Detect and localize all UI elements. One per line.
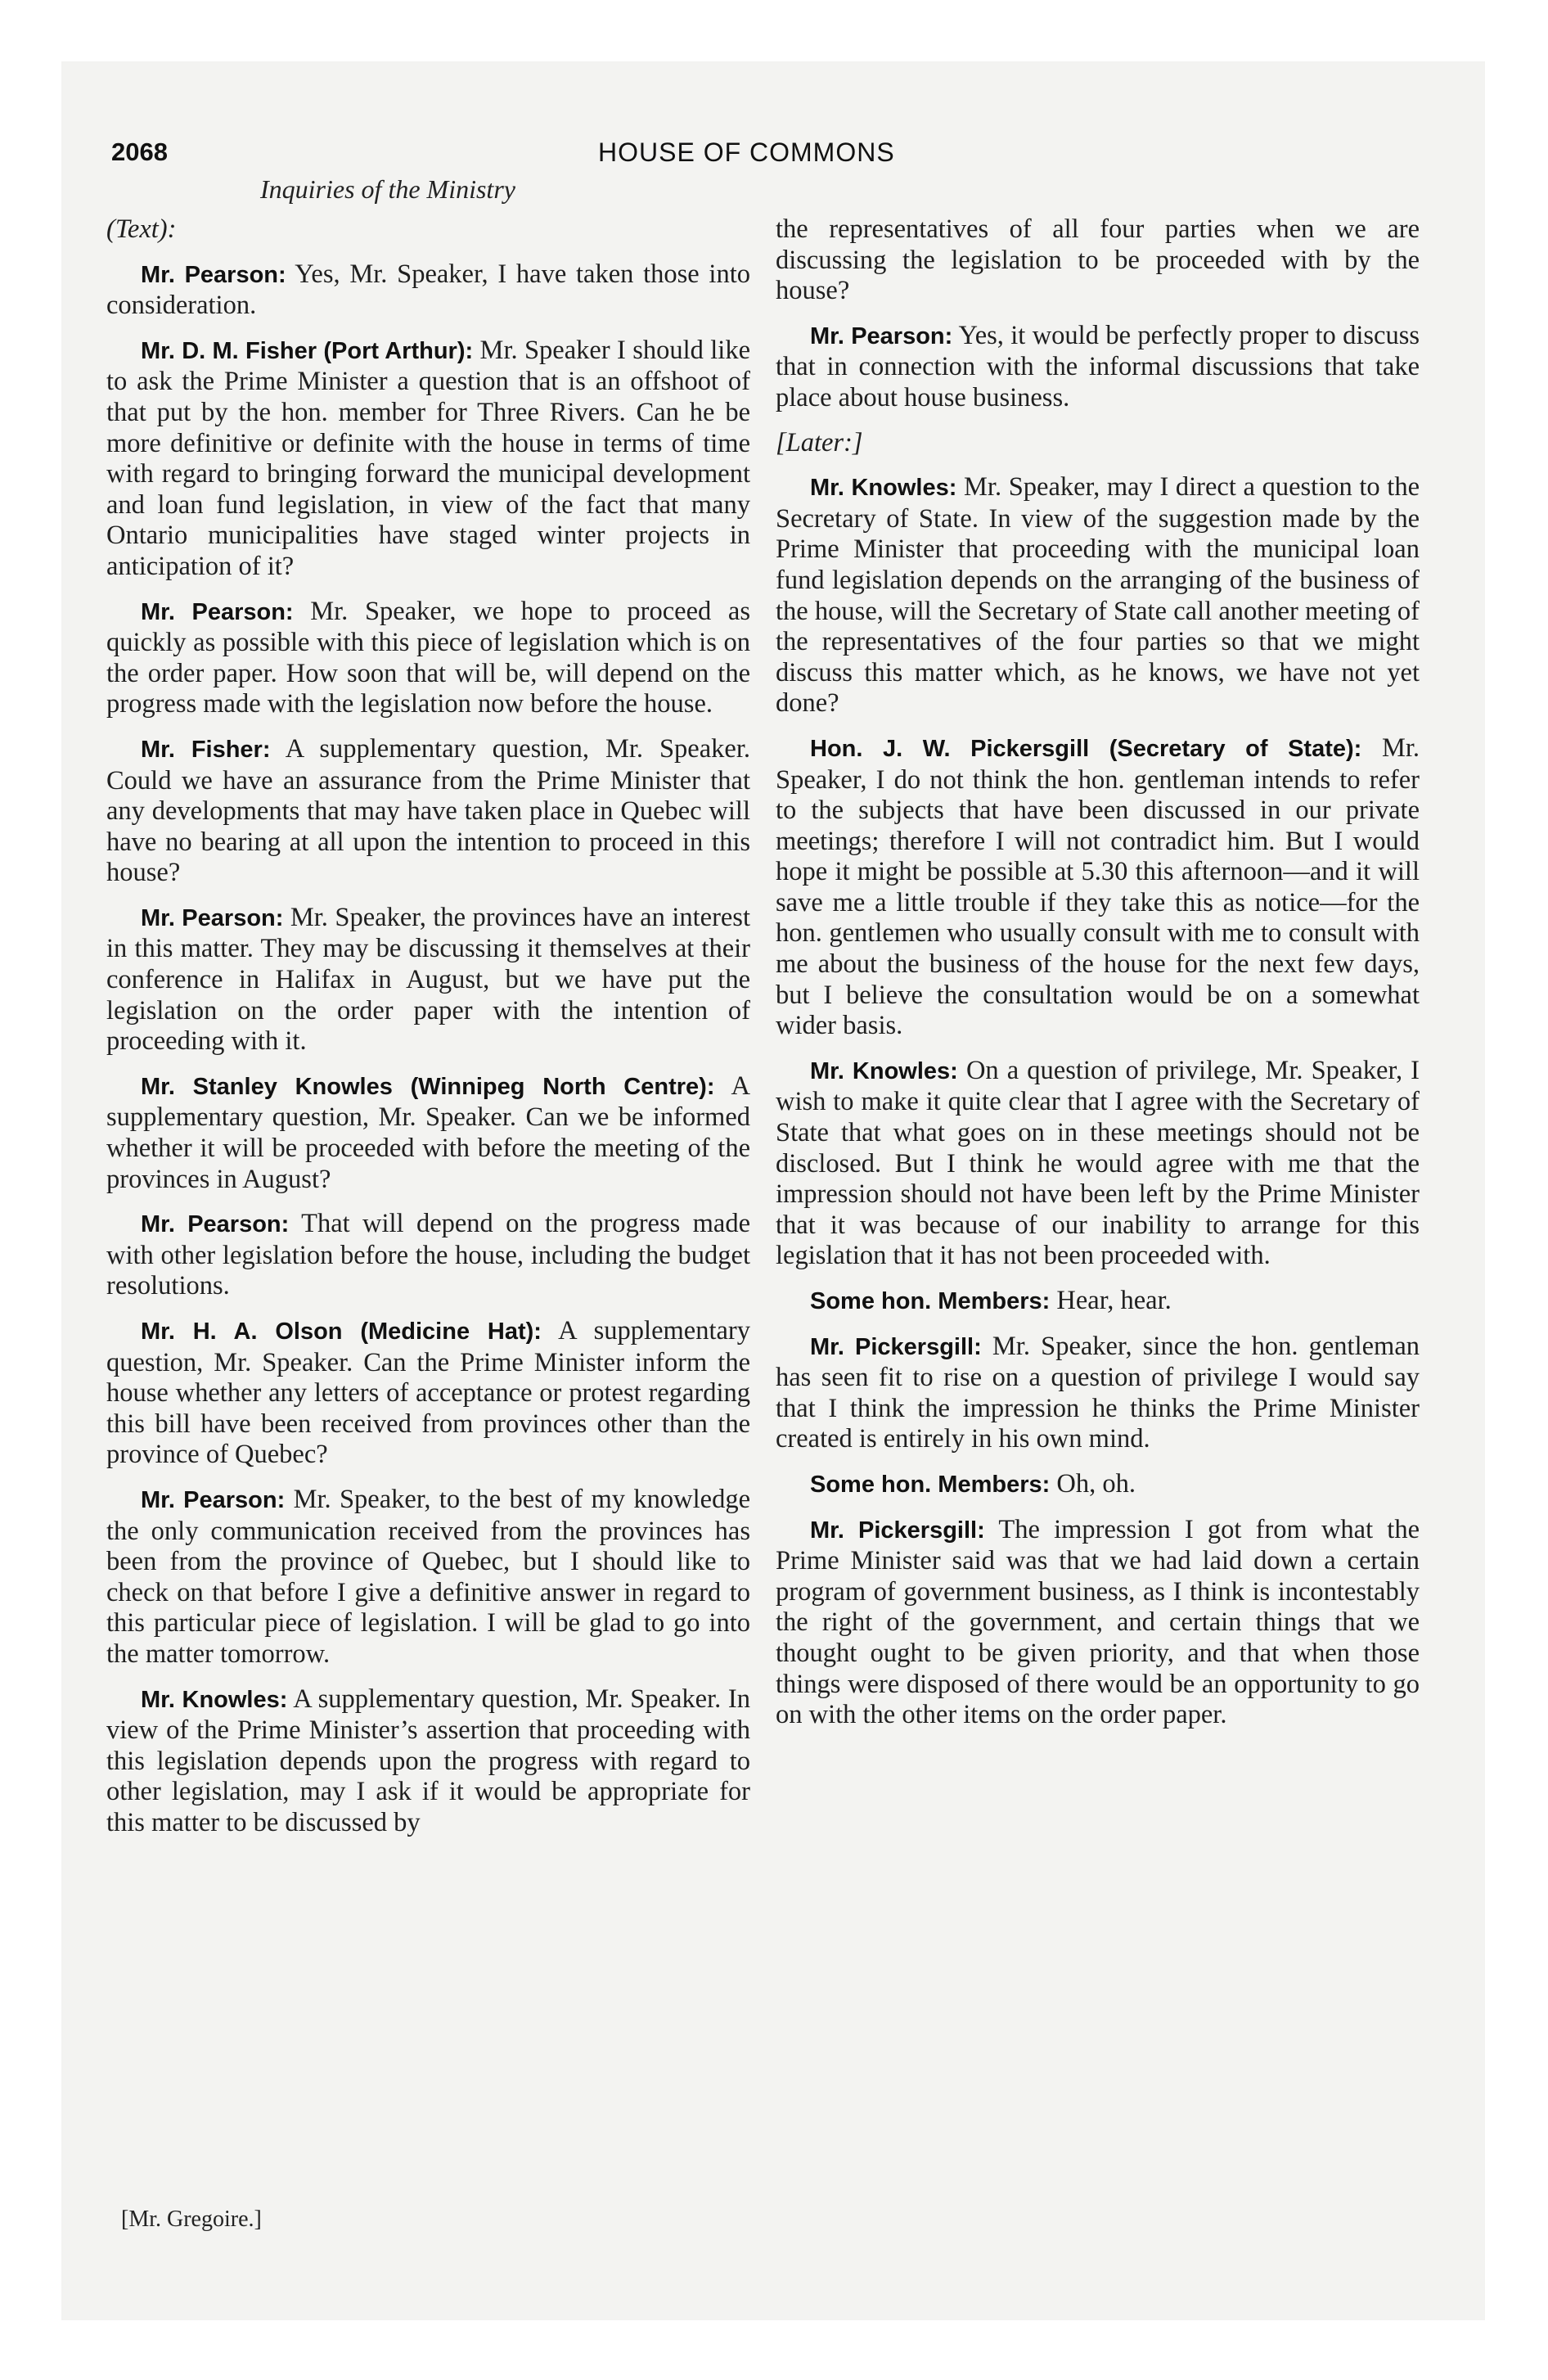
speaker-name: Mr. Pickersgill:	[810, 1333, 982, 1360]
left-column	[106, 214, 750, 1853]
continued-paragraph: the representatives of all four parties when we are discussing the legislation to be proceeded with by the house?	[776, 214, 1420, 306]
speech-text: A supplementary question, Mr. Speaker. Can we be informed whether it will be proceeded with before the meeting of the provinces in August?	[106, 1071, 750, 1194]
section-subheading: Inquiries of the Ministry	[260, 174, 515, 204]
speech-text: Mr. Speaker, may I direct a question to the Secretary of State. In view of the suggestion made by the Prime Minister that proceeding with the municipal loan fund legislation depends on the arranging of the business of the house, will the Secretary of State call another meeting of the representatives of the four parties so that we might discuss this matter which, as he knows, we have not yet done?	[776, 472, 1420, 719]
speaker-name: Mr. Knowles:	[810, 475, 957, 502]
speech-paragraph	[106, 1209, 750, 1302]
speech-paragraph	[106, 336, 750, 583]
speech-paragraph	[106, 1684, 750, 1839]
speaker-name: Mr. Pearson:	[141, 1486, 286, 1513]
speaker-name: Mr. Knowles:	[810, 1057, 958, 1084]
speech-text: Yes, it would be perfectly proper to discuss that in connection with the informal discussions that take place about house business.	[776, 320, 1420, 412]
speaker-name: Mr. H. A. Olson (Medicine Hat):	[141, 1318, 542, 1345]
speaker-name: Mr. Pearson:	[141, 904, 284, 931]
speech-text: Mr. Speaker, the provinces have an interest in this matter. They may be discussing it themselves at their conference in Halifax in August, but we have put the legislation on the order paper with the intention of proceeding with it.	[106, 902, 750, 1057]
speech-text: Mr. Speaker, to the best of my knowledge the only communication received from the provinces has been from the province of Quebec, but I should like to check on that before I give a definitive answer in regard to this particular piece of legislation. I will be glad to go into the matter tomorrow.	[106, 1484, 750, 1669]
speech-text: Mr. Speaker, since the hon. gentleman has seen fit to rise on a question of privilege I would say that I think the impression he thinks the Prime Minister created is entirely in his own mind.	[776, 1331, 1420, 1454]
speaker-name: Mr. Pearson:	[141, 598, 294, 625]
right-column	[776, 214, 1420, 1745]
speech-paragraph	[106, 597, 750, 720]
speech-paragraph	[776, 321, 1420, 414]
speech-paragraph	[776, 1056, 1420, 1272]
speaker-name: Mr. Pickersgill:	[810, 1517, 985, 1544]
speaker-name: Mr. D. M. Fisher (Port Arthur):	[141, 337, 474, 364]
speaker-name: Mr. Pearson:	[141, 1211, 290, 1238]
later-marker: [Later:]	[776, 427, 863, 458]
footer-note: [Mr. Gregoire.]	[121, 2206, 262, 2232]
left-paragraphs	[106, 259, 750, 1839]
text-marker: (Text):	[106, 214, 177, 244]
speech-text: Yes, Mr. Speaker, I have taken those into consideration.	[106, 259, 750, 321]
speaker-name: Mr. Fisher:	[141, 736, 271, 763]
speech-paragraph	[776, 472, 1420, 719]
speech-paragraph	[776, 1286, 1420, 1318]
speaker-name: Mr. Stanley Knowles (Winnipeg North Centre):	[141, 1073, 715, 1100]
page-number: 2068	[111, 137, 168, 166]
running-title: HOUSE OF COMMONS	[598, 137, 895, 167]
speech-paragraph	[106, 1071, 750, 1195]
right-paragraphs-a	[776, 321, 1420, 414]
speaker-name: Some hon. Members:	[810, 1288, 1051, 1314]
speech-text: Mr. Speaker, I do not think the hon. gentleman intends to refer to the subjects that have been discussed in our private meetings; therefore I will not contradict him. But I would hope it might be possible at 5.30 this afternoon—and it will save me a little trouble if they take this as notice—for the hon. gentlemen who usually consult with me to consult with me about the business of the house for the next few days, but I believe the consultation would be on a somewhat wider basis.	[776, 732, 1420, 1041]
speech-paragraph	[106, 903, 750, 1057]
speech-text: Mr. Speaker I should like to ask the Prime Minister a question that is an offshoot of that put by the hon. member for Three Rivers. Can he be more definitive or definite with the house in terms of time with regard to bringing forward the municipal development and loan fund legislation, in view of the fact that many Ontario municipalities have staged winter projects in anticipation of it?	[106, 335, 750, 581]
speech-text: The impression I got from what the Prime Minister said was that we had laid down a certain program of government business, as I think is incontestably the right of the government, and certain things that we thought ought to be given priority, and that when those things were disposed of there would be an opportunity to go on with the other items on the order paper.	[776, 1514, 1420, 1730]
speaker-name: Some hon. Members:	[810, 1471, 1051, 1498]
speech-paragraph	[106, 259, 750, 322]
speaker-name: Mr. Pearson:	[141, 261, 286, 288]
speech-text: Mr. Speaker, we hope to proceed as quickly as possible with this piece of legislation which is on the order paper. How soon that will be, will depend on the progress made with the legislation now before the house.	[106, 596, 750, 719]
speech-text: That will depend on the progress made with other legislation before the house, including the budget resolutions.	[106, 1209, 750, 1301]
speech-paragraph	[106, 1316, 750, 1471]
speech-text: A supplementary question, Mr. Speaker. Could we have an assurance from the Prime Minister that any developments that may have taken place in Quebec will have no bearing at all upon the intention to proceed in this house?	[106, 733, 750, 888]
speech-paragraph	[776, 733, 1420, 1042]
speech-text: Oh, oh.	[1050, 1468, 1136, 1499]
speech-text: A supplementary question, Mr. Speaker. In view of the Prime Minister’s assertion that proceeding with this legislation depends upon the progress with regard to other legislation, may I ask if it would be appropriate for this matter to be discussed by	[106, 1684, 751, 1837]
page-header	[111, 137, 1437, 178]
speech-paragraph	[776, 1515, 1420, 1731]
speech-paragraph	[776, 1332, 1420, 1455]
speech-paragraph	[106, 734, 750, 889]
speech-text: On a question of privilege, Mr. Speaker, I wish to make it quite clear that I agree with the Secretary of State that what goes on in these meetings should not be disclosed. But I think he would agree with me that the impression should not have been left by the Prime Minister that it was because of our inability to arrange for this legislation that it has not been proceeded with.	[776, 1055, 1420, 1271]
speech-paragraph	[776, 1469, 1420, 1501]
speaker-name: Hon. J. W. Pickersgill (Secretary of State):	[810, 735, 1362, 762]
speaker-name: Mr. Knowles:	[141, 1686, 288, 1713]
speech-paragraph	[106, 1485, 750, 1670]
speaker-name: Mr. Pearson:	[810, 322, 953, 349]
right-paragraphs-b	[776, 472, 1420, 1731]
speech-text: A supplementary question, Mr. Speaker. Can the Prime Minister inform the house whether any letters of acceptance or protest regarding this bill have been received from provinces other than the province of Quebec?	[106, 1316, 750, 1470]
speech-text: Hear, hear.	[1050, 1286, 1172, 1315]
